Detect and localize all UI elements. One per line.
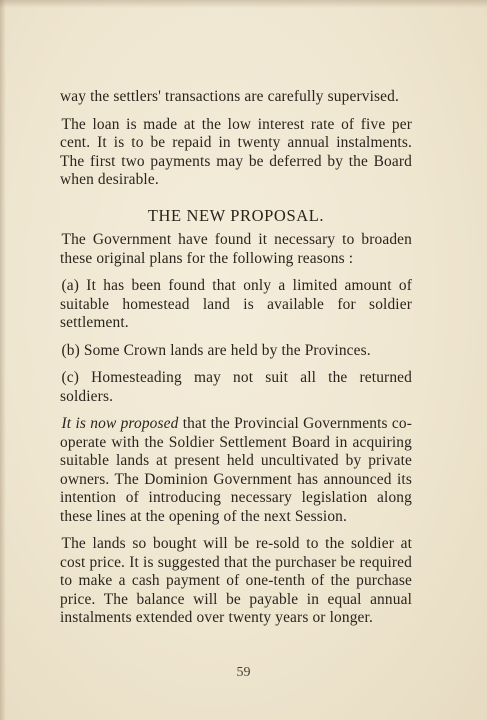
body-text <box>60 88 412 628</box>
paragraph-continuation: way the settlers' transactions are carefully supervised. <box>60 88 399 105</box>
reason-c: (c) Homesteading may not suit all the returned soldiers. <box>60 369 412 405</box>
proposal-text: that the Provincial Governments co-operate with the Soldier Settlement Board in acquiring suitable lands at present held uncultivated by private owners. The Dominion Government has announced its intention of introducing necessary legislation along these lines at the opening of the next Session. <box>60 415 412 525</box>
proposal-italic-lead: It is now proposed <box>61 415 179 432</box>
paragraph-loan-terms: The loan is made at the low interest rate of five per cent. It is to be repaid in twenty annual instalments. The first two payments may be deferred by the Board when desirable. <box>60 115 412 188</box>
page-shadow-top <box>0 0 487 8</box>
reason-a: (a) It has been found that only a limited amount of suitable homestead land is available for soldier settlement. <box>60 277 412 331</box>
paragraph-proposal <box>60 415 412 526</box>
reason-b: (b) Some Crown lands are held by the Provinces. <box>61 341 371 359</box>
page-shadow-left <box>0 0 6 720</box>
paragraph-resale-terms: The lands so bought will be re-sold to the soldier at cost price. It is suggested that the purchaser be required to make a cash payment of one-tenth of the purchase price. The balance will be payable in equal annual instalments extended over twenty years or longer. <box>60 535 412 626</box>
page-number: 59 <box>236 665 251 680</box>
paragraph-government-reasons: The Government have found it necessary to broaden these original plans for the following reasons : <box>60 231 412 267</box>
section-heading: THE NEW PROPOSAL. <box>147 205 325 225</box>
